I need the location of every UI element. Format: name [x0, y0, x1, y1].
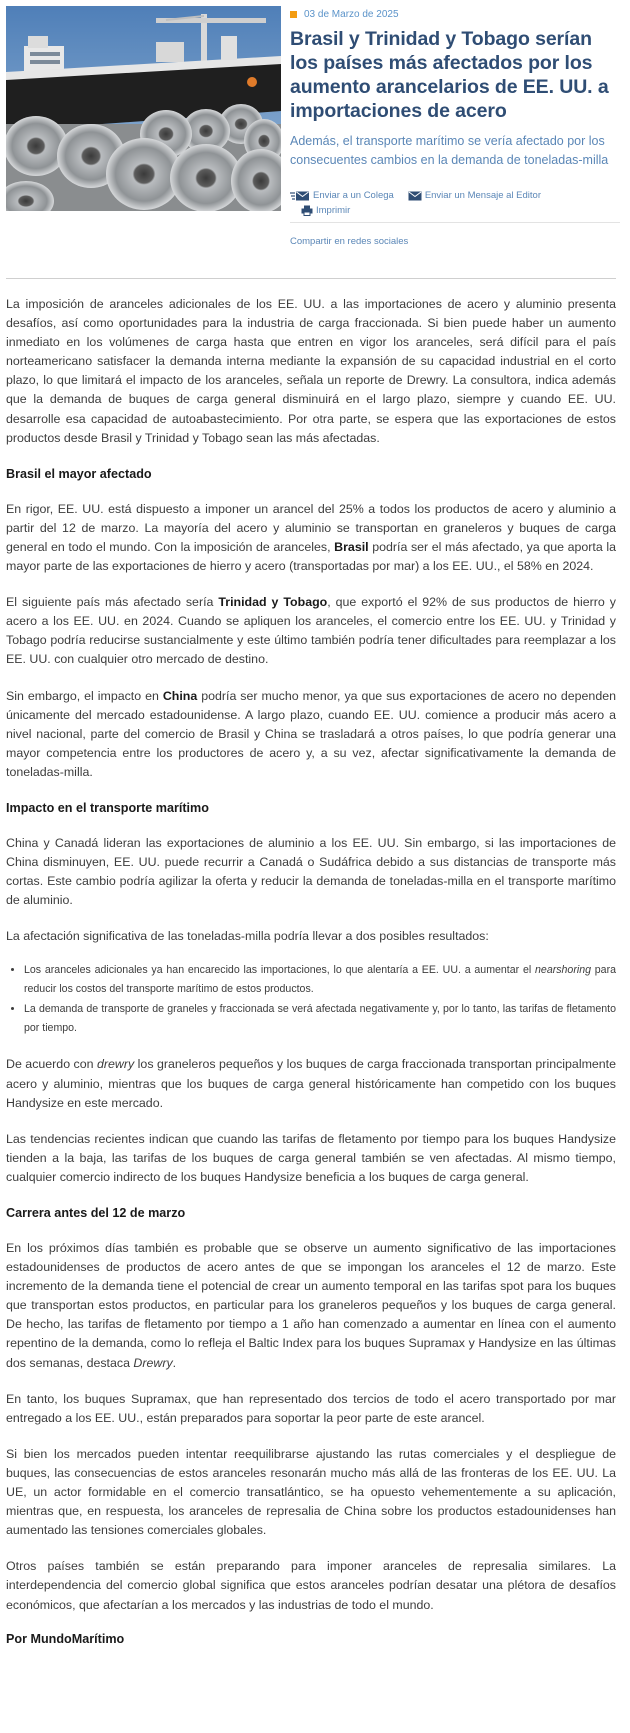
section-heading: Carrera antes del 12 de marzo: [6, 1206, 186, 1220]
text-span: En rigor, EE. UU. está dispuesto a imponer un arancel del 25% a todos los productos de acero y aluminio a partir del 12 de marzo. La mayoría del acero y aluminio se transportan en graneleros y buques de carga general en todo el mundo. Con la imposición de aranceles,: [6, 501, 616, 554]
italic-term: Drewry: [133, 1355, 173, 1370]
steel-coils-ship-photo: [6, 6, 281, 211]
printer-icon: [301, 205, 313, 216]
text-span: podría ser el más afectado, ya que aporta la mayor parte de las exportaciones de hierro y acero (transportadas por mar) a los EE. UU., el 58% en 2024.: [6, 539, 616, 574]
text-span: , que exportó el 92% de sus productos de hierro y acero a los EE. UU. en 2024. Cuando se apliquen los aranceles, el comercio entre los EE. UU. y Trinidad y Tobago podría reducirse sustancialmente y este último también podría tener dificultades para reemplazar a los EE. UU. con cualquier otro mercado de destino.: [6, 595, 616, 667]
article-meta: [290, 6, 620, 247]
print-link[interactable]: [301, 205, 350, 216]
text-span: Los aranceles adicionales ya han encarecido las importaciones, lo que alentaría a EE. UU. a aumentar el: [24, 964, 536, 977]
send-to-colleague-label: Enviar a un Colega: [313, 190, 394, 201]
text-span: .: [172, 1355, 177, 1370]
paragraph: En tanto, los buques Supramax, que han representado dos tercios de todo el acero transportado por mar entregado a los EE. UU., están preparados para soportar la peor parte de este arancel.: [6, 1391, 616, 1425]
article-date: 03 de Marzo de 2025: [304, 8, 399, 20]
article-byline: Por MundoMarítimo: [6, 1631, 125, 1646]
text-span: Sin embargo, el impacto en: [6, 688, 163, 703]
text-span: para reducir los costos del transporte marítimo de estos productos.: [24, 964, 616, 996]
bold-country: Trinidad y Tobago: [218, 595, 328, 610]
article-title: Brasil y Trinidad y Tobago serían los países más afectados por los aumento arancelarios de EE. UU. a importaciones de acero: [290, 28, 609, 122]
article-body: [6, 295, 616, 1646]
text-span: los graneleros pequeños y los buques de carga fraccionada transportan principalmente acero y aluminio, mientras que los buques de carga general históricamente han competido con los buques Handysize en este mercado.: [6, 1057, 617, 1110]
paragraph: Si bien los mercados pueden intentar reequilibrarse ajustando las rutas comerciales y el despliegue de buques, las consecuencias de estos aranceles resonarán mucho más allá de las fronteras de los EE. UU. La UE, un actor formidable en el comercio transatlántico, se ha opuesto vehementemente a su aplicación, mientras que, en respuesta, los aranceles de represalia de China sobre los productos estadounidenses han aumentado las tensiones comerciales globales.: [6, 1446, 616, 1538]
paragraph: La afectación significativa de las toneladas-milla podría llevar a dos posibles resultados:: [6, 929, 489, 944]
section-heading: Impacto en el transporte marítimo: [6, 800, 209, 815]
article-header: [6, 6, 616, 246]
envelope-icon: [408, 191, 422, 201]
share-envelope-icon: [290, 191, 310, 201]
text-span: De acuerdo con: [6, 1057, 98, 1072]
text-span: En los próximos días también es probable que se observe un aumento significativo de las importaciones estadounidenses de productos de acero antes de que se impongan los aranceles el 12 de marzo. Este incremento de la demanda tiene el potencial de crear un aumento temporal en las tarifas spot para los buques que transportan estos productos, en particular para los graneleros pequeños y los buques de carga general. De hecho, las tarifas de fletamento por tiempo a 1 año han comenzado a aumentar en línea con el aumento repentino de la demanda, como lo refleja el Baltic Index para los buques Supramax y Handysize en las últimas dos semanas, destaca: [6, 1241, 616, 1370]
header-divider: [6, 278, 616, 279]
paragraph: [6, 500, 616, 576]
hero-image: [6, 6, 281, 211]
send-to-editor-label: Enviar un Mensaje al Editor: [424, 190, 541, 201]
print-row: [290, 203, 620, 218]
article-subtitle: Además, el transporte marítimo se vería afectado por los consecuentes cambios en la demanda de toneladas-milla: [290, 134, 609, 167]
text-span: El siguiente país más afectado sería: [6, 595, 219, 610]
actions-divider: [290, 222, 620, 223]
date-row: [290, 6, 620, 22]
share-social-link[interactable]: Compartir en redes sociales: [290, 236, 409, 247]
bold-country: China: [162, 688, 198, 703]
action-row: [290, 188, 620, 203]
text-span: podría ser mucho menor, ya que sus exportaciones de acero no dependen únicamente del mercado estadounidense. A largo plazo, cuando EE. UU. comience a producir más acero a nivel nacional, parte del comercio de Brasil y China se trasladará a otros países, lo que podría generar una mayor competencia entre los productores de acero y, a su vez, afectar significativamente la demanda de toneladas-milla.: [6, 688, 616, 779]
list-item: • La demanda de transporte de graneles y fraccionada se verá afectada negativamente y, por lo tanto, las tarifas de fletamento por tiempo.: [24, 1000, 616, 1038]
paragraph: Las tendencias recientes indican que cuando las tarifas de fletamento por tiempo para los buques Handysize tienden a la baja, las tarifas de los buques de carga general también se ven afectadas. Al mismo tiempo, cualquier comercio indirecto de los buques Handysize beneficia a los buques de carga general.: [6, 1131, 616, 1184]
send-to-editor-link[interactable]: [408, 190, 541, 201]
paragraph: La imposición de aranceles adicionales de los EE. UU. a las importaciones de acero y aluminio presenta desafíos, así como oportunidades para la industria de carga fraccionada. Si bien puede haber un aumento inmediato en los volúmenes de carga hasta que entren en vigor los aranceles, será difícil para el país norteamericano satisfacer la demanda interna mediante la expansión de su capacidad industrial en el corto plazo, lo que limitará el impacto de los aranceles, señala un reporte de Drewry. La consultora, indica además que la demanda de buques de carga general disminuirá en el largo plazo, siempre y cuando EE. UU. desarrolle esa capacidad de autoabastecimiento. Por otra parte, se espera que las exportaciones de estos productos desde Brasil y Trinidad y Tobago sean las más afectadas.: [6, 297, 616, 445]
paragraph: [6, 1055, 616, 1112]
paragraph: China y Canadá lideran las exportaciones de aluminio a los EE. UU. Sin embargo, si las importaciones de China disminuyen, EE. UU. puede recurrir a Canadá o Sudáfrica debido a sus distancias de transporte más cortas. Este cambio podría agilizar la oferta y reducir la demanda de toneladas-milla en el transporte marítimo de aluminio.: [6, 835, 616, 908]
section-heading: Brasil el mayor afectado: [6, 466, 152, 481]
article-actions: [290, 188, 620, 247]
paragraph: [6, 1239, 616, 1373]
paragraph: [6, 687, 616, 782]
send-to-colleague-link[interactable]: [290, 190, 394, 201]
italic-term: nearshoring: [535, 964, 591, 977]
italic-term: drewry: [97, 1057, 135, 1072]
date-marker-icon: [290, 11, 297, 18]
paragraph: [6, 593, 616, 669]
print-label: Imprimir: [316, 205, 351, 216]
bold-country: Brasil: [334, 539, 369, 554]
list-item: [24, 961, 616, 999]
paragraph: Otros países también se están preparando para imponer aranceles de represalia similares. La interdependencia del comercio global significa que estos aranceles podrían desatar una plétora de desafíos económicos, que afectarían a los mercados y las industrias de todo el mundo.: [6, 1559, 616, 1612]
results-list: [24, 961, 616, 1038]
